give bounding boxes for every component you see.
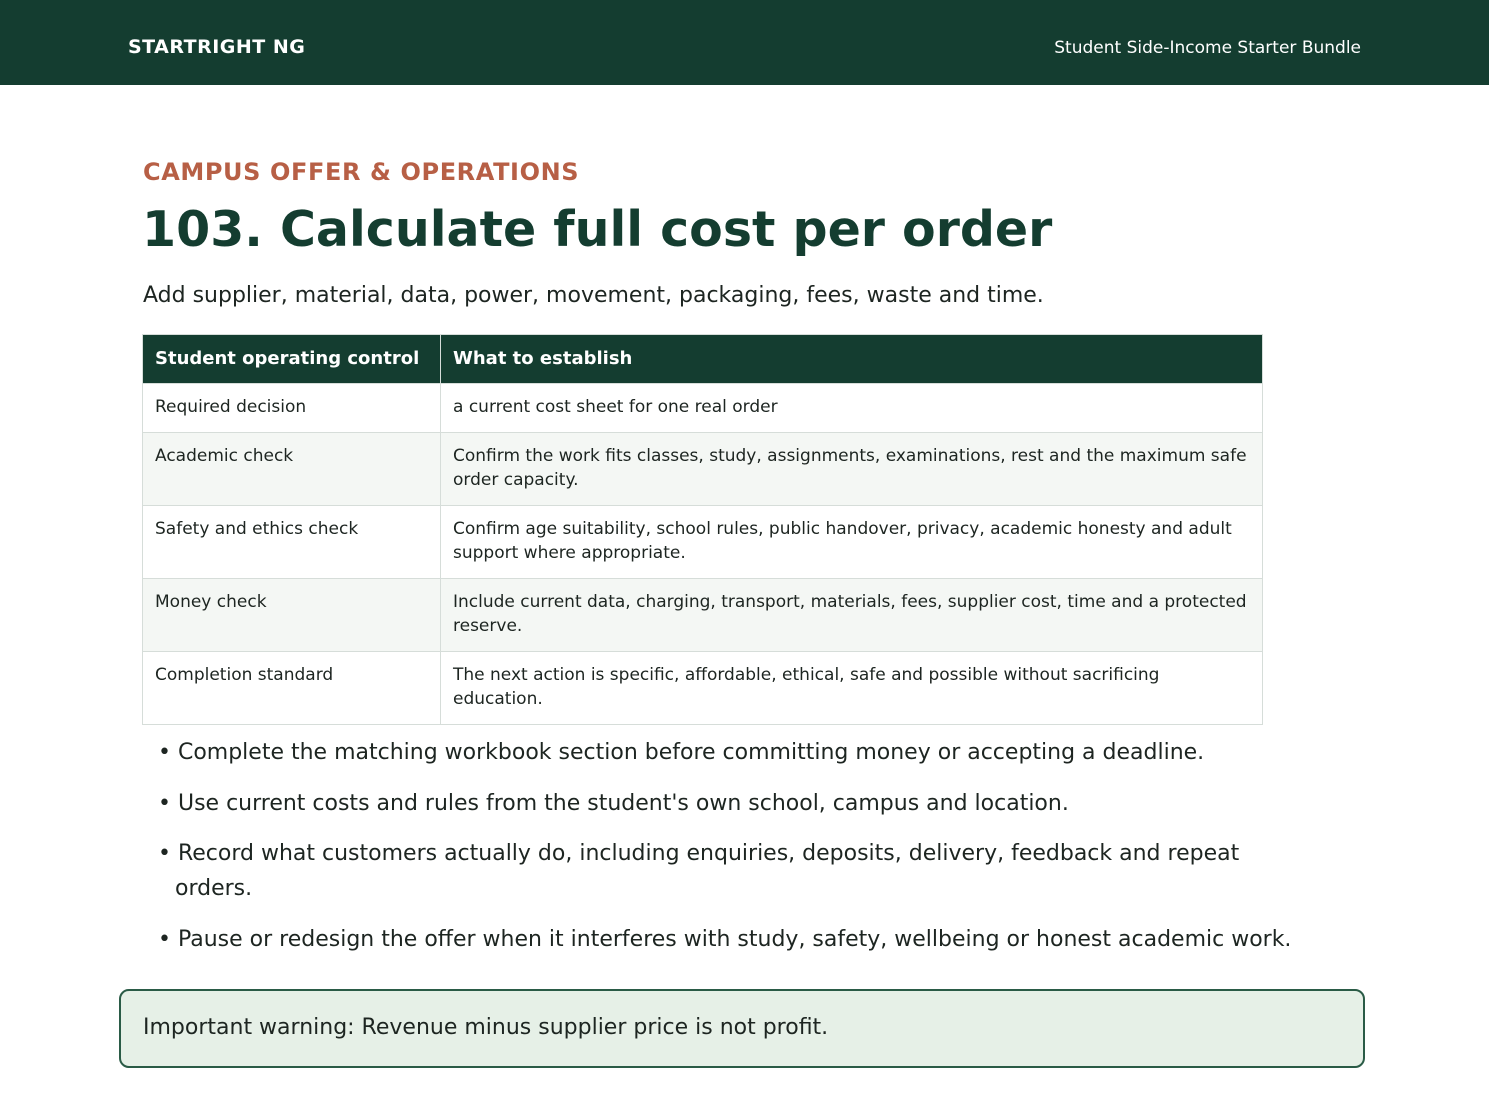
warning-text: Important warning: Revenue minus supplier price is not profit.	[143, 1015, 829, 1040]
table-cell-establish: Confirm age suitability, school rules, public handover, privacy, academic honesty and adult support where appropriate.	[441, 506, 1263, 579]
warning-callout	[119, 989, 1365, 1068]
list-item: • Complete the matching workbook section before committing money or accepting a deadline.	[158, 740, 1205, 765]
top-bar	[0, 0, 1489, 85]
list-item: • Use current costs and rules from the student's own school, campus and location.	[158, 790, 1069, 816]
list-item: • Pause or redesign the offer when it interferes with study, safety, wellbeing or honest academic work.	[158, 926, 1292, 952]
section-eyebrow: CAMPUS OFFER & OPERATIONS	[143, 158, 580, 186]
page-title: 103. Calculate full cost per order	[142, 201, 1053, 258]
table-row	[143, 579, 1263, 652]
controls-table	[142, 334, 1263, 725]
guidance-list	[158, 735, 1318, 972]
column-header-control: Student operating control	[143, 335, 441, 384]
table-header-row	[143, 335, 1263, 384]
table-row	[143, 506, 1263, 579]
table-cell-establish: Confirm the work fits classes, study, assignments, examinations, rest and the maximum safe order capacity.	[441, 433, 1263, 506]
table-row	[143, 384, 1263, 433]
table-row	[143, 652, 1263, 725]
table-cell-control: Money check	[143, 579, 441, 652]
table-cell-establish: a current cost sheet for one real order	[441, 384, 1263, 433]
table-cell-control: Safety and ethics check	[143, 506, 441, 579]
bundle-name: Student Side-Income Starter Bundle	[1054, 38, 1361, 58]
table-cell-control: Required decision	[143, 384, 441, 433]
table-row	[143, 433, 1263, 506]
column-header-establish: What to establish	[441, 335, 1263, 384]
table-cell-establish: Include current data, charging, transport, materials, fees, supplier cost, time and a protected reserve.	[441, 579, 1263, 652]
list-item: • Record what customers actually do, including enquiries, deposits, delivery, feedback and repeat orders.	[158, 841, 1240, 901]
table-cell-control: Completion standard	[143, 652, 441, 725]
brand-name: STARTRIGHT NG	[128, 36, 306, 58]
table-cell-establish: The next action is specific, affordable, ethical, safe and possible without sacrificing education.	[441, 652, 1263, 725]
table-cell-control: Academic check	[143, 433, 441, 506]
page-subtitle: Add supplier, material, data, power, movement, packaging, fees, waste and time.	[143, 283, 1044, 308]
